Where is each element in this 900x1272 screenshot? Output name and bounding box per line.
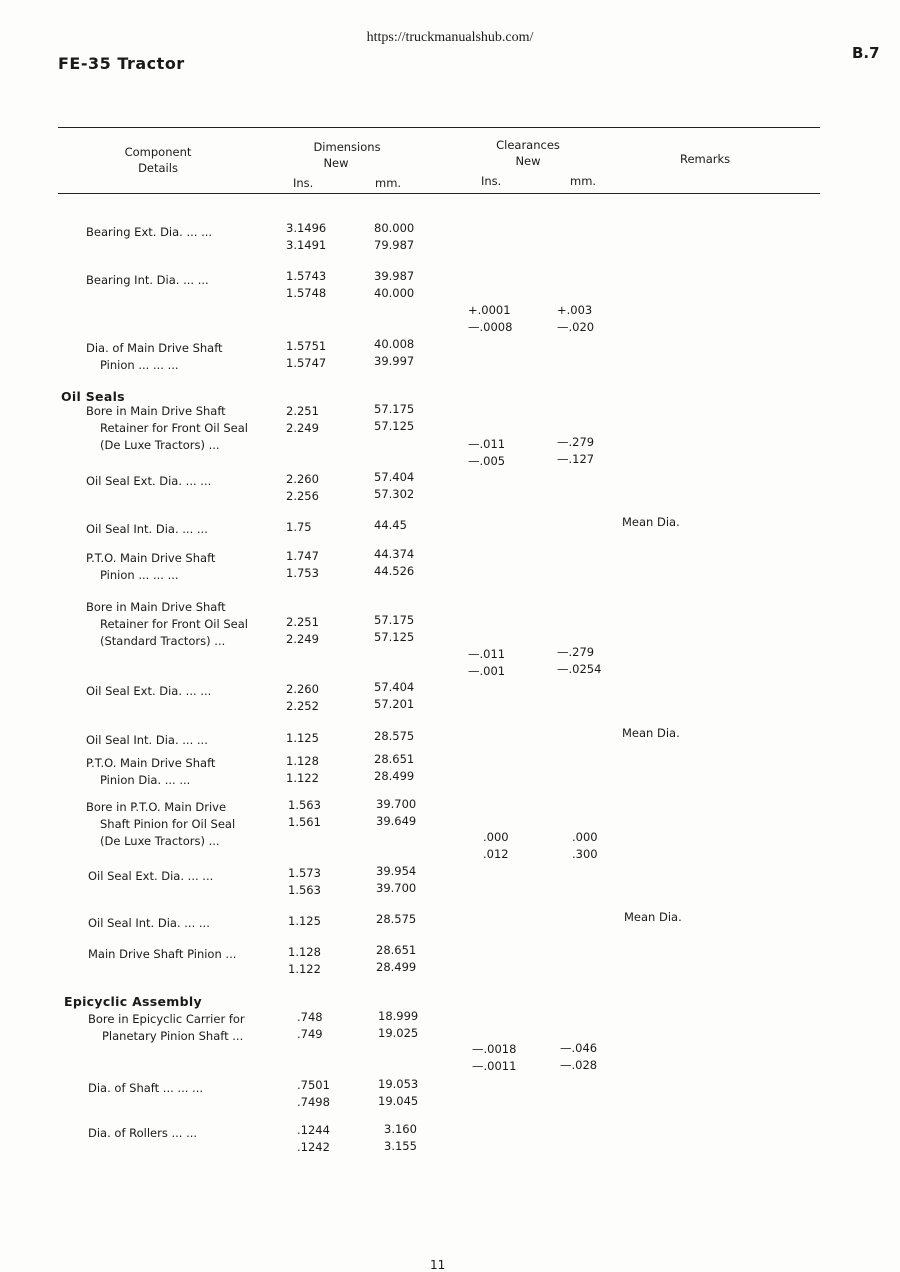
row-label: Bore in Main Drive Shaft Retainer for Front Oil Seal (Standard Tractors) ... bbox=[86, 600, 248, 648]
row-label: Bearing Int. Dia. ... ... bbox=[86, 273, 209, 287]
dim-ins-value: 1.125 bbox=[288, 914, 321, 928]
dim-ins-value: .1244 .1242 bbox=[297, 1123, 330, 1154]
remark: Mean Dia. bbox=[622, 726, 680, 740]
row-label: Main Drive Shaft Pinion ... bbox=[88, 947, 237, 961]
dim-mm-value: 57.175 57.125 bbox=[374, 613, 415, 644]
header-dim-mm: mm. bbox=[375, 176, 402, 190]
dim-ins-value: 1.125 bbox=[286, 731, 319, 745]
dim-ins-value: 2.260 2.256 bbox=[286, 472, 319, 503]
row-label: P.T.O. Main Drive Shaft Pinion ... ... ... bbox=[86, 551, 216, 582]
row-label: Bearing Ext. Dia. ... ... bbox=[86, 225, 213, 239]
page-code: B.7 bbox=[852, 44, 880, 62]
remark: Mean Dia. bbox=[622, 515, 680, 529]
dim-mm-value: 28.651 28.499 bbox=[374, 752, 415, 783]
row-label: Oil Seal Int. Dia. ... ... bbox=[86, 522, 208, 536]
clearance-mm-value: —.046 —.028 bbox=[560, 1041, 598, 1072]
clearance-mm-value: .000 .300 bbox=[572, 830, 598, 861]
row-label: Oil Seal Ext. Dia. ... ... bbox=[88, 869, 214, 883]
dim-ins-value: 2.251 2.249 bbox=[286, 615, 319, 646]
document-title: FE-35 Tractor bbox=[58, 54, 185, 73]
clearance-ins-value: —.011 —.005 bbox=[468, 437, 506, 468]
header-component: Component Details bbox=[124, 145, 192, 175]
dim-mm-value: 80.000 79.987 bbox=[374, 221, 415, 252]
section-epicyclic-assembly: Epicyclic Assembly bbox=[64, 994, 202, 1009]
dim-mm-value: 28.575 bbox=[374, 729, 415, 743]
source-url: https://truckmanualshub.com/ bbox=[366, 30, 534, 45]
dim-ins-value: 1.5751 1.5747 bbox=[286, 339, 327, 370]
clearance-mm-value: —.279 —.0254 bbox=[557, 645, 602, 676]
dim-mm-value: 19.053 19.045 bbox=[378, 1077, 419, 1108]
dim-mm-value: 40.008 39.997 bbox=[374, 337, 415, 368]
row-label: Bore in P.T.O. Main Drive Shaft Pinion for Oil Seal (De Luxe Tractors) ... bbox=[86, 800, 236, 848]
dim-ins-value: 3.1496 3.1491 bbox=[286, 221, 327, 252]
dim-ins-value: 2.260 2.252 bbox=[286, 682, 319, 713]
dim-ins-value: 1.563 1.561 bbox=[288, 798, 321, 829]
dim-mm-value: 57.404 57.201 bbox=[374, 680, 415, 711]
dim-mm-value: 39.987 40.000 bbox=[374, 269, 415, 300]
dim-mm-value: 3.160 3.155 bbox=[384, 1122, 417, 1153]
dim-ins-value: 1.128 1.122 bbox=[288, 945, 321, 976]
dim-mm-value: 57.404 57.302 bbox=[374, 470, 415, 501]
dim-ins-value: 1.747 1.753 bbox=[286, 549, 319, 580]
dim-ins-value: 2.251 2.249 bbox=[286, 404, 319, 435]
dim-mm-value: 57.175 57.125 bbox=[374, 402, 415, 433]
row-label: Bore in Epicyclic Carrier for Planetary Pinion Shaft ... bbox=[88, 1012, 245, 1043]
row-label: Dia. of Main Drive Shaft Pinion ... ... ... bbox=[86, 340, 258, 374]
row-label: Dia. of Shaft ... ... ... bbox=[88, 1081, 204, 1095]
dim-mm-value: 28.575 bbox=[376, 912, 417, 926]
header-remarks: Remarks bbox=[680, 152, 731, 166]
row-label: Oil Seal Ext. Dia. ... ... bbox=[86, 684, 212, 698]
dim-mm-value: 39.954 39.700 bbox=[376, 864, 417, 895]
table-header-rule bbox=[58, 193, 820, 194]
header-dimensions: Dimensions New bbox=[313, 140, 381, 170]
header-clearances: Clearances New bbox=[496, 138, 560, 168]
dim-mm-value: 44.45 bbox=[374, 518, 407, 532]
header-clr-mm: mm. bbox=[570, 174, 597, 188]
clearance-mm-value: +.003 —.020 bbox=[557, 303, 595, 334]
dim-ins-value: 1.573 1.563 bbox=[288, 866, 321, 897]
clearance-ins-value: —.0018 —.0011 bbox=[472, 1042, 517, 1073]
dim-ins-value: 1.128 1.122 bbox=[286, 754, 319, 785]
row-label: Oil Seal Ext. Dia. ... ... bbox=[86, 474, 212, 488]
clearance-mm-value: —.279 —.127 bbox=[557, 435, 595, 466]
clearance-ins-value: —.011 —.001 bbox=[468, 647, 506, 678]
table-top-rule bbox=[58, 127, 820, 128]
label-line: Dia. of Main Drive Shaft bbox=[86, 341, 223, 355]
remark: Mean Dia. bbox=[624, 910, 682, 924]
row-label: Oil Seal Int. Dia. ... ... bbox=[88, 916, 210, 930]
dim-mm-value: 28.651 28.499 bbox=[376, 943, 417, 974]
dim-mm-value: 39.700 39.649 bbox=[376, 797, 417, 828]
section-oil-seals: Oil Seals bbox=[61, 389, 125, 404]
page-number: 11 bbox=[430, 1258, 446, 1272]
row-label: Bore in Main Drive Shaft Retainer for Front Oil Seal (De Luxe Tractors) ... bbox=[86, 404, 248, 452]
dim-ins-value: .7501 .7498 bbox=[297, 1078, 330, 1109]
clearance-ins-value: .000 .012 bbox=[483, 830, 509, 861]
dim-mm-value: 18.999 19.025 bbox=[378, 1009, 419, 1040]
dim-ins-value: .748 .749 bbox=[297, 1010, 323, 1041]
dim-mm-value: 44.374 44.526 bbox=[374, 547, 415, 578]
row-label: Dia. of Rollers ... ... bbox=[88, 1126, 198, 1140]
row-label: P.T.O. Main Drive Shaft Pinion Dia. ... ... bbox=[86, 756, 216, 787]
header-dim-ins: Ins. bbox=[293, 176, 314, 190]
dim-ins-value: 1.75 bbox=[286, 520, 312, 534]
row-label: Oil Seal Int. Dia. ... ... bbox=[86, 733, 208, 747]
clearance-ins-value: +.0001 —.0008 bbox=[468, 303, 513, 334]
dim-ins-value: 1.5743 1.5748 bbox=[286, 269, 327, 300]
header-clr-ins: Ins. bbox=[481, 174, 502, 188]
